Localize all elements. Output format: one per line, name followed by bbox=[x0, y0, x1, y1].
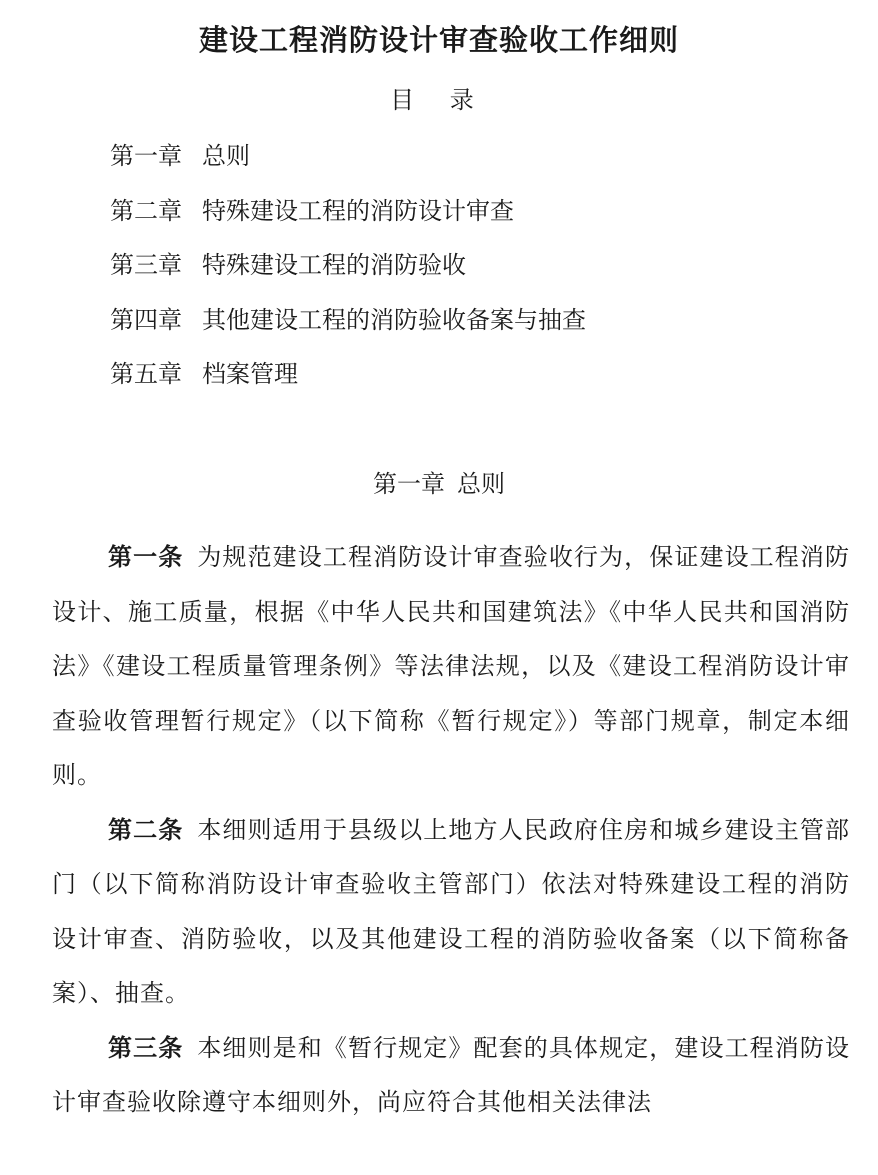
toc-item bbox=[110, 189, 850, 244]
article-paragraph bbox=[52, 803, 850, 1021]
document-title: 建设工程消防设计审查验收工作细则 bbox=[198, 23, 679, 57]
toc-item-title: 其他建设工程的消防验收备案与抽查 bbox=[202, 305, 586, 334]
toc-item-number: 第五章 bbox=[110, 360, 182, 388]
toc-item-title: 特殊建设工程的消防设计审查 bbox=[202, 196, 514, 225]
toc-item-number: 第二章 bbox=[110, 196, 182, 225]
toc-item-title: 档案管理 bbox=[202, 360, 298, 388]
toc-item bbox=[110, 243, 850, 298]
article-paragraph bbox=[52, 1021, 850, 1130]
chapter-heading bbox=[0, 462, 878, 506]
toc-item-number: 第三章 bbox=[110, 251, 182, 279]
article-paragraph bbox=[52, 530, 850, 803]
toc-item bbox=[110, 298, 850, 353]
article-text: 本细则适用于县级以上地方人民政府住房和城乡建设主管部门（以下简称消防设计审查验收主管部门）依法对特殊建设工程的消防设计审查、消防验收，以及其他建设工程的消防验收备案（以下简称备案）、抽查。 bbox=[52, 815, 851, 1007]
chapter-title: 总则 bbox=[457, 470, 505, 498]
chapter-number: 第一章 bbox=[373, 470, 445, 498]
toc-item bbox=[110, 134, 850, 189]
toc-item bbox=[110, 352, 850, 407]
toc-item-number: 第四章 bbox=[110, 305, 182, 334]
article-text: 为规范建设工程消防设计审查验收行为，保证建设工程消防设计、施工质量，根据《中华人民共和国建筑法》《中华人民共和国消防法》《建设工程质量管理条例》等法律法规，以及《建设工程消防设计审查验收管理暂行规定》（以下简称《暂行规定》）等部门规章，制定本细则。 bbox=[52, 543, 851, 789]
toc-item-title: 特殊建设工程的消防验收 bbox=[202, 251, 466, 279]
article-text: 本细则是和《暂行规定》配套的具体规定，建设工程消防设计审查验收除遵守本细则外，尚应符合其他相关法律法 bbox=[52, 1033, 851, 1116]
toc-heading: 目 录 bbox=[390, 86, 488, 114]
chapter-body bbox=[52, 530, 850, 1130]
article-label: 第一条 bbox=[108, 543, 184, 571]
article-label: 第三条 bbox=[108, 1033, 184, 1062]
toc-item-title: 总则 bbox=[202, 142, 250, 170]
article-label: 第二条 bbox=[108, 815, 184, 844]
toc-item-number: 第一章 bbox=[110, 142, 182, 170]
table-of-contents bbox=[110, 134, 850, 407]
